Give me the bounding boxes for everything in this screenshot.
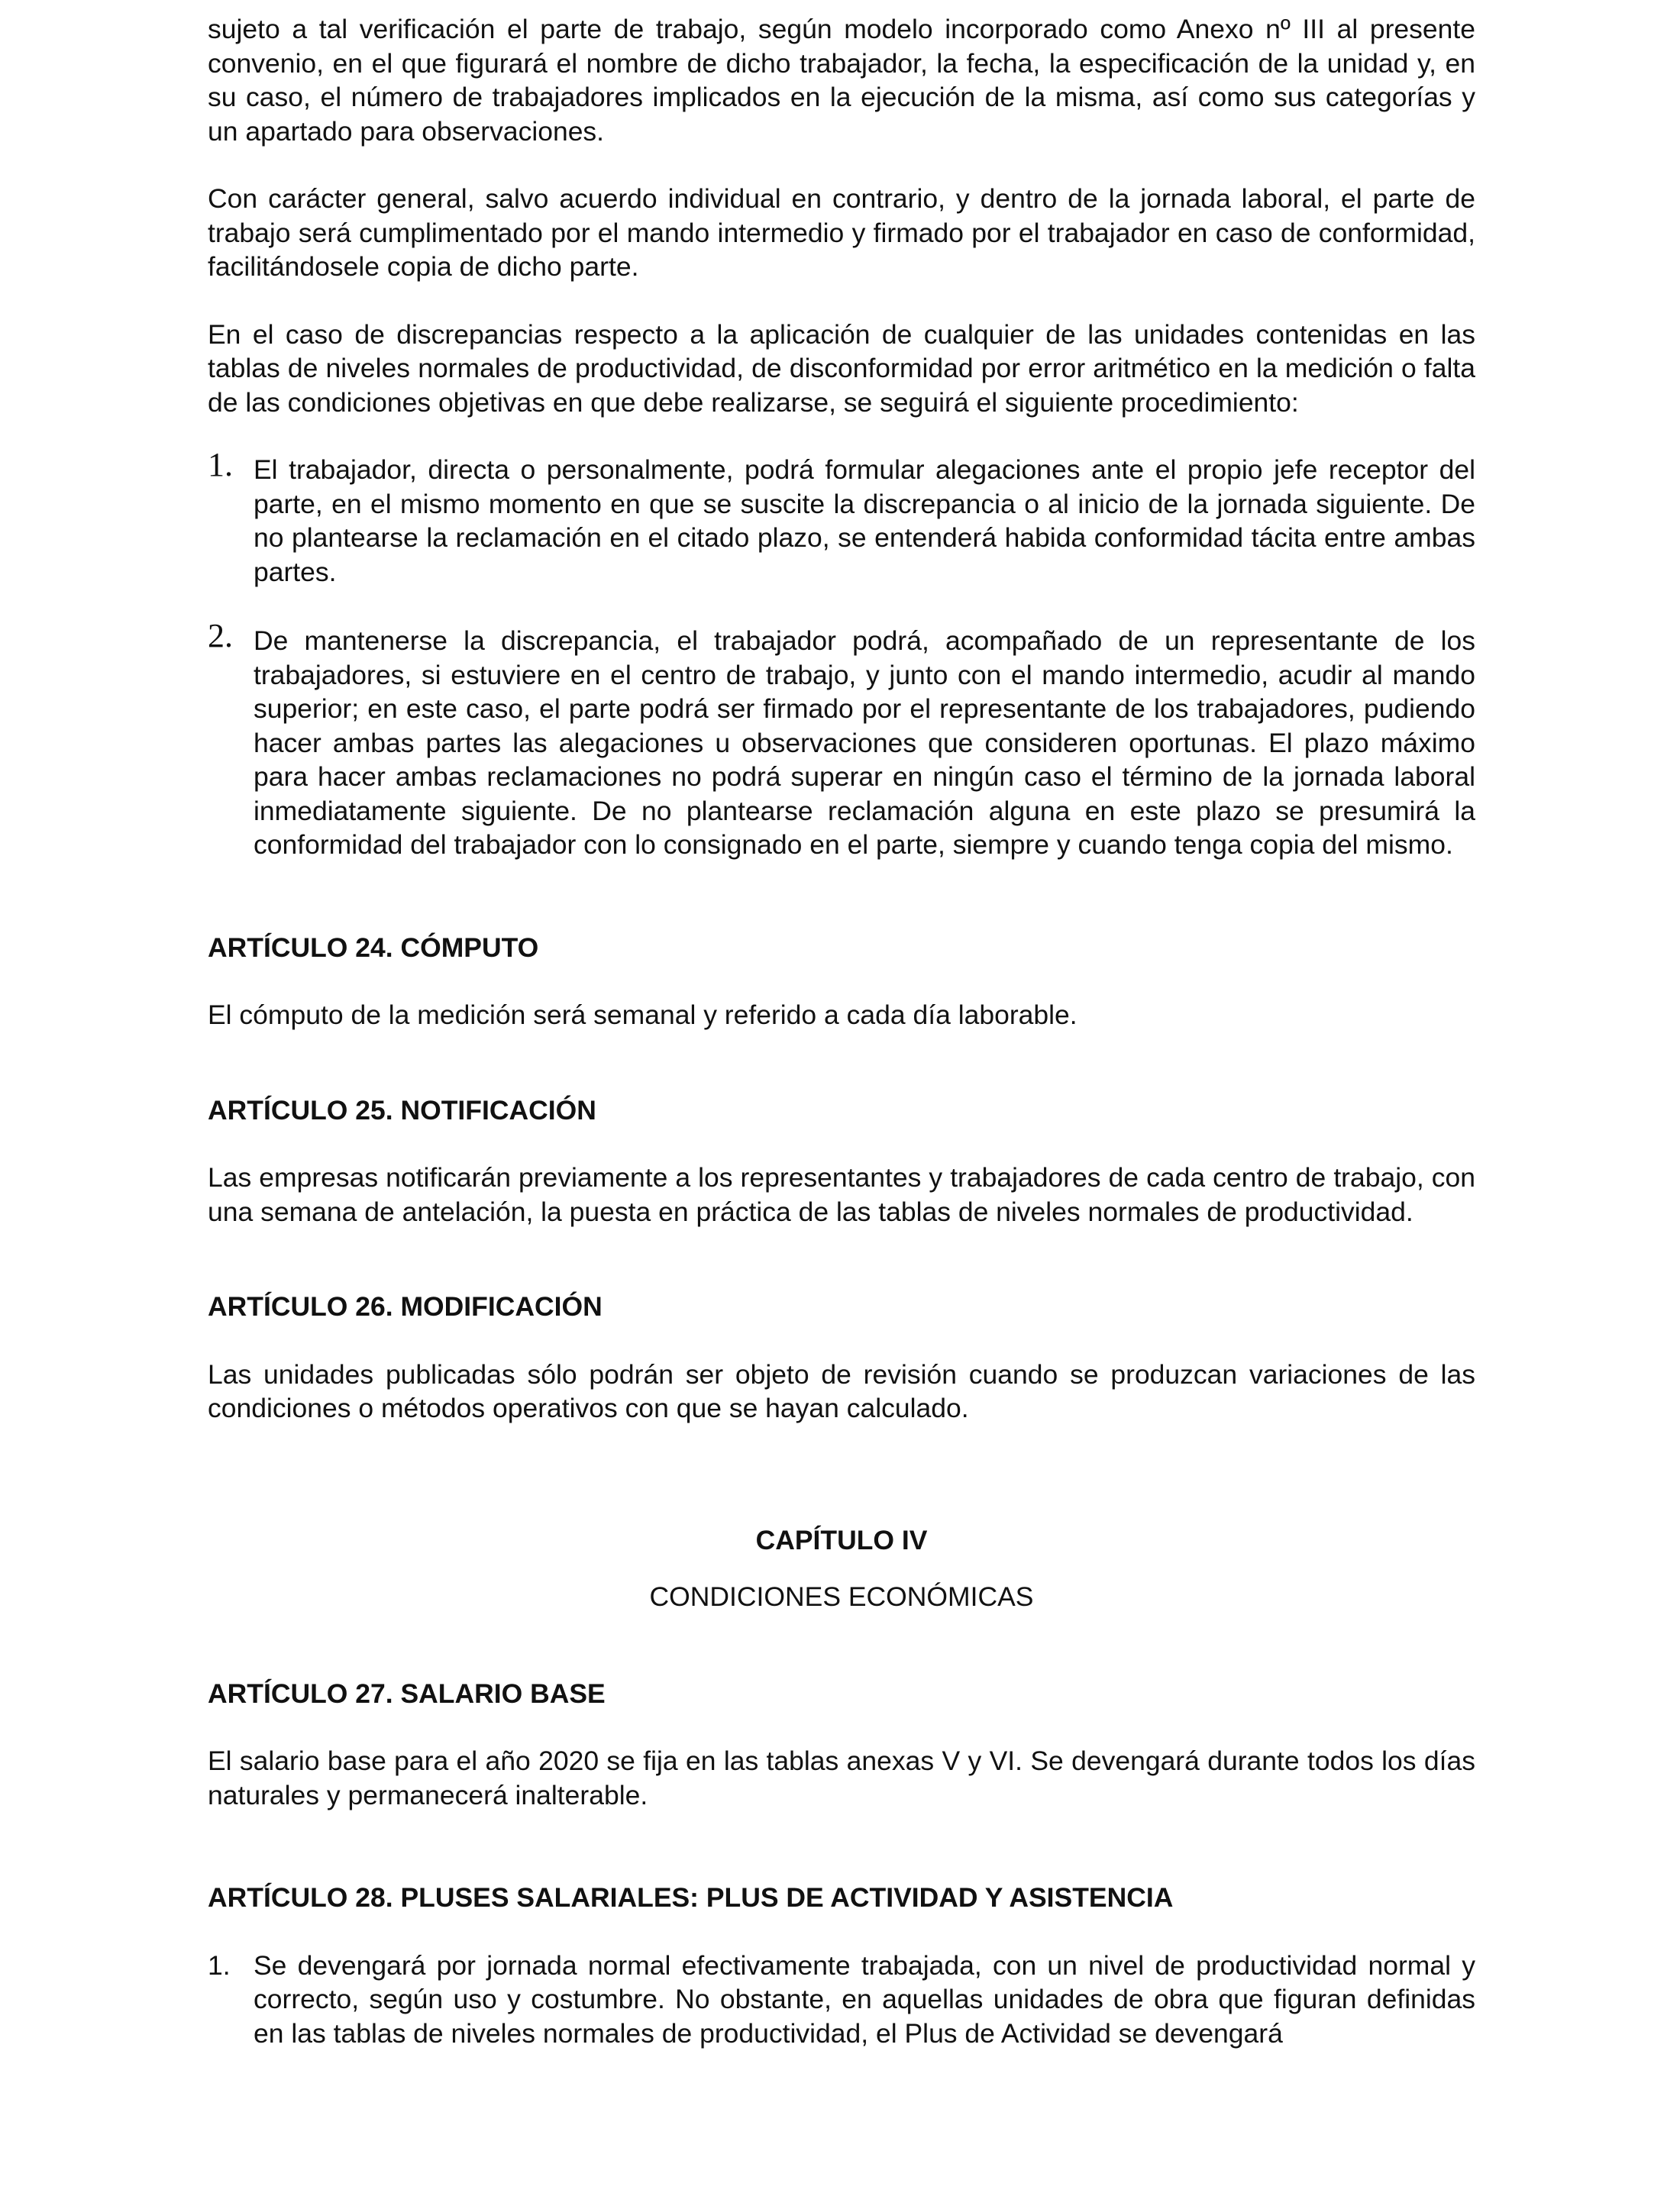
article-27-heading: ARTÍCULO 27. SALARIO BASE <box>208 1678 606 1709</box>
list-item-text: De mantenerse la discrepancia, el trabajador podrá, acompañado de un representante de los trabajadores, si estuviere en el centro de trabajo, y junto con el mando intermedio, acudir al mando superior; en este caso, el parte podrá ser firmado por el representante de los trabajadores, pudiendo hacer ambas partes las alegaciones u observaciones que consideren oportunas. El plazo máximo para hacer ambas reclamaciones no podrá superar en ningún caso el término de la jornada laboral inmediatamente siguiente. De no plantearse reclamación alguna en este plazo se presumirá la conformidad del trabajador con lo consignado en el parte, siempre y cuando tenga copia del mismo. <box>254 625 1475 860</box>
article-24-body: El cómputo de la medición será semanal y referido a cada día laborable. <box>208 1000 1077 1030</box>
article-26-heading: ARTÍCULO 26. MODIFICACIÓN <box>208 1291 603 1322</box>
list-item-text: Se devengará por jornada normal efectivamente trabajada, con un nivel de productividad normal y correcto, según uso y costumbre. No obstante, en aquellas unidades de obra que figuran definidas en las tablas de niveles normales de productividad, el Plus de Actividad se devengará <box>254 1949 1475 2049</box>
chapter-title: CAPÍTULO IV <box>755 1524 928 1555</box>
list-item <box>208 446 1475 589</box>
chapter-subtitle: CONDICIONES ECONÓMICAS <box>649 1581 1034 1612</box>
list-item <box>208 1949 1475 2051</box>
article-25-body: Las empresas notificarán previamente a los representantes y trabajadores de cada centro de trabajo, con una semana de antelación, la puesta en práctica de las tablas de niveles normales de productividad. <box>208 1162 1475 1227</box>
list-item-number: 1. <box>208 446 233 483</box>
paragraph-caracter-general: Con carácter general, salvo acuerdo individual en contrario, y dentro de la jornada laboral, el parte de trabajo será cumplimentado por el mando intermedio y firmado por el trabajador en caso de conformidad, facilitándosele copia de dicho parte. <box>208 183 1475 282</box>
article-24-heading: ARTÍCULO 24. CÓMPUTO <box>208 932 539 963</box>
procedure-list <box>208 446 1475 862</box>
paragraph-discrepancias: En el caso de discrepancias respecto a la aplicación de cualquier de las unidades contenidas en las tablas de niveles normales de productividad, de disconformidad por error aritmético en la medición o falta de las condiciones objetivas en que debe realizarse, se seguirá el siguiente procedimiento: <box>208 318 1475 418</box>
article-27-body: El salario base para el año 2020 se fija en las tablas anexas V y VI. Se devengará durante todos los días naturales y permanecerá inalterable. <box>208 1746 1475 1810</box>
article-28-list <box>208 1949 1475 2051</box>
article-25-heading: ARTÍCULO 25. NOTIFICACIÓN <box>208 1094 596 1126</box>
article-28-heading: ARTÍCULO 28. PLUSES SALARIALES: PLUS DE ACTIVIDAD Y ASISTENCIA <box>208 1882 1174 1913</box>
list-item <box>208 617 1475 862</box>
document-page <box>208 12 1475 2050</box>
list-item-number: 1. <box>208 1949 231 1981</box>
article-26-body: Las unidades publicadas sólo podrán ser objeto de revisión cuando se produzcan variaciones de las condiciones o métodos operativos con que se hayan calculado. <box>208 1358 1475 1423</box>
list-item-text: El trabajador, directa o personalmente, podrá formular alegaciones ante el propio jefe receptor del parte, en el mismo momento en que se suscite la discrepancia o al inicio de la jornada siguiente. De no plantearse la reclamación en el citado plazo, se entenderá habida conformidad tácita entre ambas partes. <box>254 454 1475 587</box>
list-item-number: 2. <box>208 617 233 654</box>
paragraph-verificacion: sujeto a tal verificación el parte de trabajo, según modelo incorporado como Anexo nº III al presente convenio, en el que figurará el nombre de dicho trabajador, la fecha, la especificación de la unidad y, en su caso, el número de trabajadores implicados en la ejecución de la misma, así como sus categorías y un apartado para observaciones. <box>208 14 1475 147</box>
